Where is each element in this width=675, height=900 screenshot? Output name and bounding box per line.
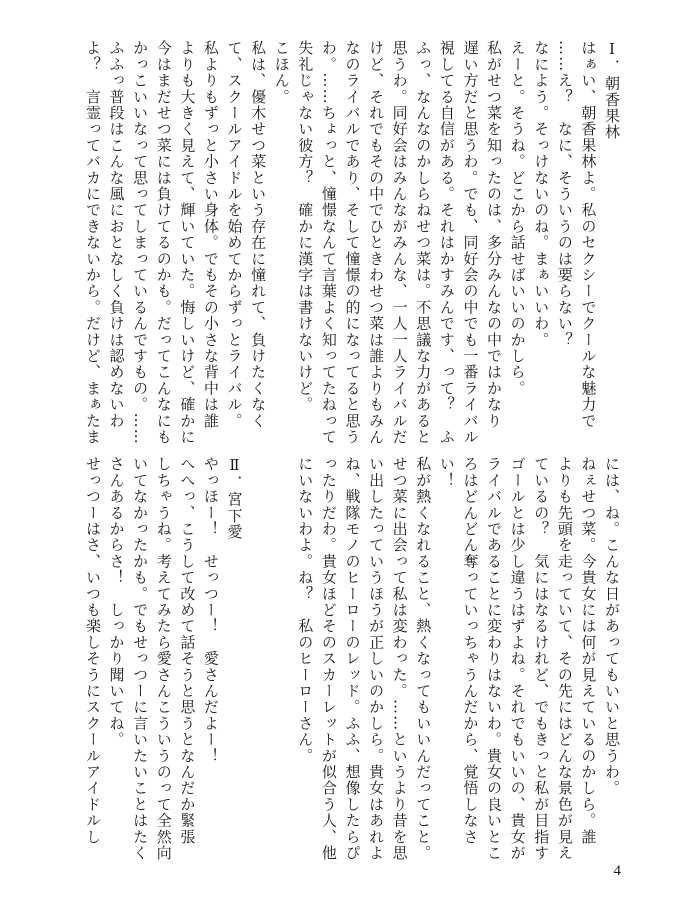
text-line: 思うわ。同好会はみんながみんな、一人一人ライバルだ — [390, 40, 409, 445]
text-line: Ⅱ．宮下愛 — [225, 456, 244, 540]
text-line: ろはどんどん奪っていっちゃうんだから、覚悟しなさ — [461, 456, 480, 845]
text-line: ゴールとは少し違うはずよね。それでもいいの、貴女が — [508, 456, 527, 861]
upper-text-block — [83, 40, 623, 445]
text-line: ったりだわ。貴女ほどそのスカーレットが似合う人、他 — [319, 456, 338, 861]
text-line: やっほー！ せっつー！ 愛さんだよー！ — [201, 456, 220, 764]
text-line: ……え？ なに、そういうのは要らない？ — [555, 40, 574, 348]
text-line: ふふっ普段はこんな風におとなしく負けは認めないわ — [107, 40, 126, 429]
text-line: なのライバルであり、そして憧憬の的になってると思う — [343, 40, 362, 445]
page-number: 4 — [613, 863, 621, 879]
text-line: 私がせつ菜を知ったのは、多分みんなの中ではかなり — [485, 40, 504, 429]
text-line: さんあるからさ！ しっかり聞いてね。 — [107, 456, 126, 748]
text-line: よりも先頭を走っていて、その先にはどんな景色が見え — [555, 456, 574, 861]
text-line: Ⅰ．朝香果林 — [603, 40, 621, 141]
text-line: いてなかったかも。でもせっつーに言いたいことはたく — [131, 456, 150, 861]
text-line: て、スクールアイドルを始めてからずっとライバル。 — [225, 40, 244, 429]
text-line: 視してる自信がある。それはかすみんです、って？ ふ — [437, 40, 456, 445]
text-line: ねぇせつ菜。今貴女には何が見えているのかしら。誰 — [579, 456, 598, 845]
text-line: ライバルであることに変わりはないわ。貴女の良いとこ — [485, 456, 504, 861]
text-line — [246, 456, 270, 841]
text-line: せっつーはさ、いつも楽しそうにスクールアイドルし — [83, 456, 102, 845]
text-line: い！ — [437, 456, 456, 489]
text-line: しちゃうね。考えてみたら愛さんこういうのって全然向 — [154, 456, 173, 861]
text-line: かっこいいなって思ってしまっているんですもの。…… — [131, 40, 150, 445]
text-line: 私よりもずっと小さい身体。でもその小さな背中は誰 — [201, 40, 220, 429]
text-line: けど、それでもその中でひときわせつ菜は誰よりもみん — [367, 40, 386, 445]
text-line: よ？ 言霊ってバカにできないから。だけど、まぁたま — [83, 40, 102, 445]
text-line: こほん。 — [272, 40, 291, 105]
text-line: にいないわよ。ね？ 私のヒーローさん。 — [296, 456, 315, 764]
text-line: せつ菜に出会って私は変わった。……というより昔を思 — [390, 456, 409, 861]
text-line: よりも大きく見えて、輝いていた。悔しいけど、確かに — [178, 40, 197, 445]
text-line: なによう。そっけないのね。まぁいいわ。 — [532, 40, 551, 348]
text-line: ふっ、なんなのかしらねせつ菜は。不思議な力があると — [414, 40, 433, 445]
text-line: 遅い方だと思うわ。でも、同好会の中でも一番ライバル — [461, 40, 480, 445]
text-line: い出したっていうほうが正しいのかしら。貴女はあれよ — [367, 456, 386, 861]
text-line: えーと。そうね。どこから話せばいいのかしら。 — [508, 40, 527, 397]
text-line: はぁい、朝香果林よ。私のセクシーでクールな魅力で — [579, 40, 598, 429]
text-line: 失礼じゃない彼方？ 確かに漢字は書けないけど。 — [296, 40, 315, 413]
text-line: ね、戦隊モノのヒーローのレッド。ふふ、想像したらぴ — [343, 456, 362, 861]
text-line: には、ね。こんな日があってもいいと思うわ。 — [603, 456, 621, 797]
text-line: 今はまだせつ菜には負けてるのかも。だってこんなにも — [154, 40, 173, 445]
text-line: 私が熱くなれること、熱くなってもいいんだってこと。 — [414, 456, 433, 861]
lower-text-block — [83, 456, 623, 861]
text-line — [269, 456, 293, 841]
text-line: わ。……ちょっと、憧憬なんて言葉よく知ってたねって — [319, 40, 338, 445]
text-line: へへっ、こうして改めて話そうと思うとなんだか緊張 — [178, 456, 197, 845]
text-line: ているの？ 気にはなるけれど、でもきっと私が目指す — [532, 456, 551, 861]
text-line: 私は、優木せつ菜という存在に憧れて、負けたくなく — [249, 40, 268, 429]
